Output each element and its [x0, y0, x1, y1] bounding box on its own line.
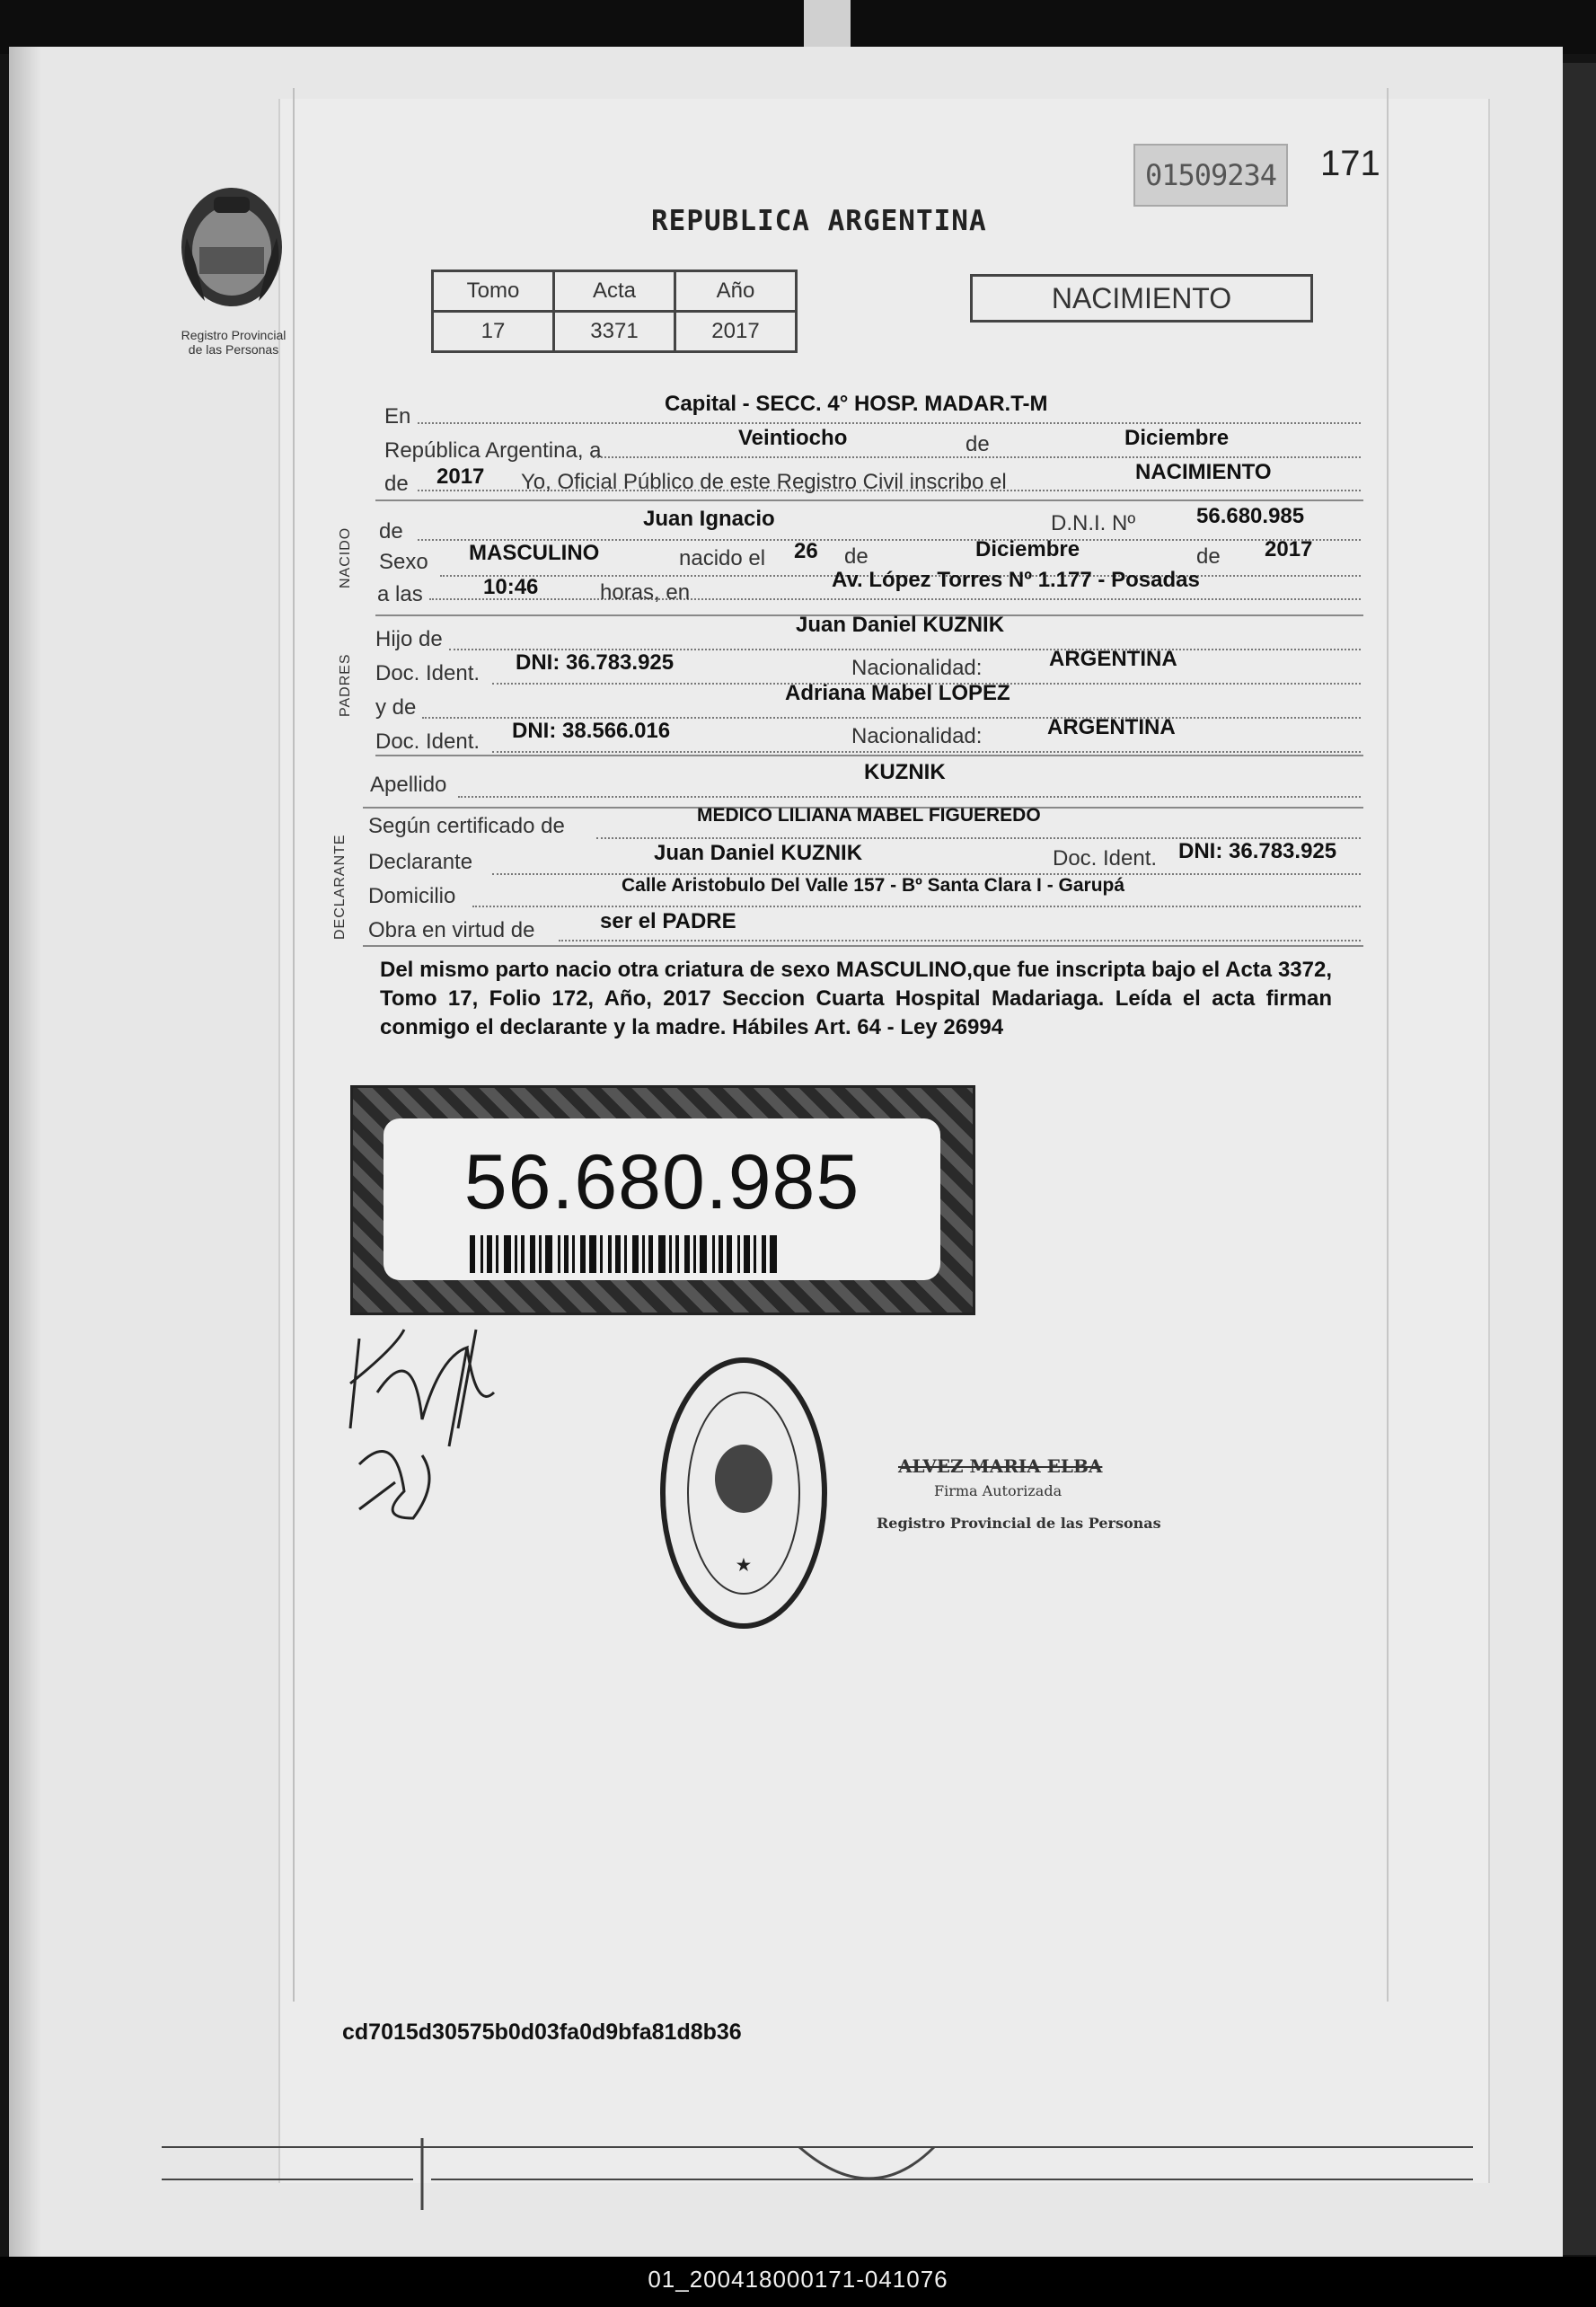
label-a-las: a las: [377, 582, 423, 606]
value-year: 2017: [436, 464, 485, 489]
declarant-signature-icon: [341, 1321, 521, 1545]
value-mother-doc: DNI: 38.566.016: [512, 719, 671, 743]
label-en: En: [384, 404, 411, 429]
value-apellido: KUZNIK: [864, 760, 946, 784]
next-page-lines: [162, 2138, 1473, 2210]
value-domicilio: Calle Aristobulo Del Valle 157 - Bº Santa Clara I - Garupá: [622, 875, 1125, 896]
record-table: [431, 270, 798, 353]
barcode-bar: [648, 1235, 653, 1273]
value-anio: 2017: [675, 312, 797, 352]
value-father-doc: DNI: 36.783.925: [516, 650, 675, 675]
official-stamp-icon: [658, 1355, 829, 1631]
barcode-bar: [545, 1235, 552, 1273]
svg-text:★: ★: [736, 1556, 752, 1574]
label-declarante-doc: Doc. Ident.: [1053, 846, 1158, 871]
barcode: [470, 1235, 838, 1273]
barcode-bar: [608, 1235, 612, 1273]
barcode-bar: [530, 1235, 535, 1273]
official-text: Yo, Oficial Público de este Registro Civil inscribo el: [521, 470, 1007, 494]
dni-sticker-number: 56.680.985: [463, 1139, 860, 1225]
label-domicilio: Domicilio: [368, 884, 456, 908]
barcode-bar: [684, 1235, 690, 1273]
label-apellido: Apellido: [370, 773, 447, 797]
label-declarante: Declarante: [368, 850, 473, 874]
label-horas: horas, en: [600, 580, 691, 605]
label-segun: Según certificado de: [368, 814, 565, 838]
value-segun: MEDICO LILIANA MABEL FIGUEREDO: [697, 805, 1041, 826]
barcode-bar: [589, 1235, 596, 1273]
authority-name: ALVEZ MARIA ELBA: [898, 1455, 1103, 1477]
value-declarante: Juan Daniel KUZNIK: [654, 841, 863, 865]
label-de-month: de: [966, 432, 990, 456]
value-day: Veintiocho: [738, 426, 848, 450]
label-mother-doc: Doc. Ident.: [375, 729, 481, 754]
barcode-bar: [615, 1235, 621, 1273]
label-de-year: de: [384, 472, 409, 496]
side-label-declarante: DECLARANTE: [332, 834, 348, 940]
serial-number: 01509234: [1133, 144, 1288, 207]
value-declarante-doc: DNI: 36.783.925: [1178, 839, 1337, 863]
barcode-bar: [580, 1235, 586, 1273]
value-sexo: MASCULINO: [469, 541, 600, 565]
label-de-birth-year: de: [1196, 544, 1221, 569]
barcode-bar: [737, 1235, 740, 1273]
value-mother-nat: ARGENTINA: [1047, 715, 1176, 739]
value-month: Diciembre: [1124, 426, 1230, 450]
side-label-nacido: NACIDO: [338, 526, 353, 588]
top-dark-background: [0, 0, 1596, 54]
label-y-de: y de: [375, 695, 417, 720]
label-de-name: de: [379, 519, 403, 544]
value-dni: 56.680.985: [1196, 504, 1305, 528]
image-filename: 01_200418000171-041076: [648, 2266, 948, 2293]
barcode-bar: [700, 1235, 707, 1273]
label-father-nat: Nacionalidad:: [851, 656, 983, 680]
birth-note: Del mismo parto nacio otra criatura de sexo MASCULINO,que fue inscripta bajo el Acta 3372, Tomo 17, Folio 172, Año, 2017 Seccion Cuarta Hospital Madariaga. Leída el acta firman conmigo el declarante y la madre. Hábiles Art. 64 - Ley 26994: [380, 958, 1332, 1039]
side-label-padres: PADRES: [338, 653, 353, 717]
value-father-name: Juan Daniel KUZNIK: [796, 613, 1005, 637]
value-name: Juan Ignacio: [643, 507, 775, 531]
label-obra: Obra en virtud de: [368, 918, 535, 942]
header-tomo: Tomo: [433, 271, 554, 312]
binder-edge: [1561, 63, 1596, 2255]
form-frame: [293, 88, 1389, 2002]
label-republica: República Argentina, a: [384, 438, 602, 463]
barcode-bar: [600, 1235, 603, 1273]
authority-org: Registro Provincial de las Personas: [877, 1515, 1161, 1532]
barcode-bar: [539, 1235, 542, 1273]
barcode-bar: [669, 1235, 672, 1273]
value-obra: ser el PADRE: [600, 909, 736, 933]
barcode-bar: [521, 1235, 525, 1273]
value-place: Av. López Torres Nº 1.177 - Posadas: [832, 568, 1200, 592]
label-hijo-de: Hijo de: [375, 627, 443, 651]
value-tomo: 17: [433, 312, 554, 352]
barcode-bar: [693, 1235, 696, 1273]
barcode-bar: [719, 1235, 723, 1273]
value-birth-year: 2017: [1265, 537, 1313, 561]
barcode-bar: [658, 1235, 666, 1273]
value-time: 10:46: [483, 575, 539, 599]
label-dni: D.N.I. Nº: [1051, 511, 1136, 535]
barcode-bar: [642, 1235, 645, 1273]
document-hash: cd7015d30575b0d03fa0d9bfa81d8b36: [342, 2020, 742, 2045]
barcode-bar: [487, 1235, 492, 1273]
barcode-bar: [564, 1235, 569, 1273]
value-father-nat: ARGENTINA: [1049, 647, 1177, 671]
value-birth-month: Diciembre: [975, 537, 1080, 561]
barcode-bar: [675, 1235, 679, 1273]
registry-caption: Registro Provincial de las Personas: [181, 328, 287, 357]
label-de-birth-month: de: [844, 544, 869, 569]
barcode-bar: [572, 1235, 575, 1273]
label-father-doc: Doc. Ident.: [375, 661, 481, 685]
barcode-bar: [770, 1235, 777, 1273]
barcode-bar: [481, 1235, 483, 1273]
header-acta: Acta: [554, 271, 675, 312]
value-birth-day: 26: [794, 539, 818, 563]
barcode-bar: [624, 1235, 627, 1273]
barcode-bar: [496, 1235, 498, 1273]
barcode-bar: [712, 1235, 715, 1273]
barcode-bar: [762, 1235, 766, 1273]
label-mother-nat: Nacionalidad:: [851, 724, 983, 748]
coat-of-arms-icon: [169, 184, 295, 337]
authority-role: Firma Autorizada: [934, 1482, 1063, 1499]
value-inscribo: NACIMIENTO: [1135, 460, 1272, 484]
label-sexo: Sexo: [379, 550, 428, 574]
value-mother-name: Adriana Mabel LOPEZ: [785, 681, 1010, 705]
barcode-bar: [744, 1235, 750, 1273]
folio-number: 171: [1320, 144, 1380, 183]
record-type-box: NACIMIENTO: [970, 274, 1313, 323]
barcode-bar: [558, 1235, 560, 1273]
page-title: REPUBLICA ARGENTINA: [651, 205, 987, 237]
header-anio: Año: [675, 271, 797, 312]
barcode-bar: [754, 1235, 756, 1273]
value-acta: 3371: [554, 312, 675, 352]
barcode-bar: [632, 1235, 639, 1273]
binder-strip: [804, 0, 851, 52]
barcode-bar: [470, 1235, 475, 1273]
barcode-bar: [504, 1235, 511, 1273]
barcode-bar: [727, 1235, 732, 1273]
dni-sticker: [350, 1085, 975, 1315]
label-nacido-el: nacido el: [679, 546, 766, 570]
value-en: Capital - SECC. 4° HOSP. MADAR.T-M: [665, 392, 1048, 416]
barcode-bar: [515, 1235, 517, 1273]
